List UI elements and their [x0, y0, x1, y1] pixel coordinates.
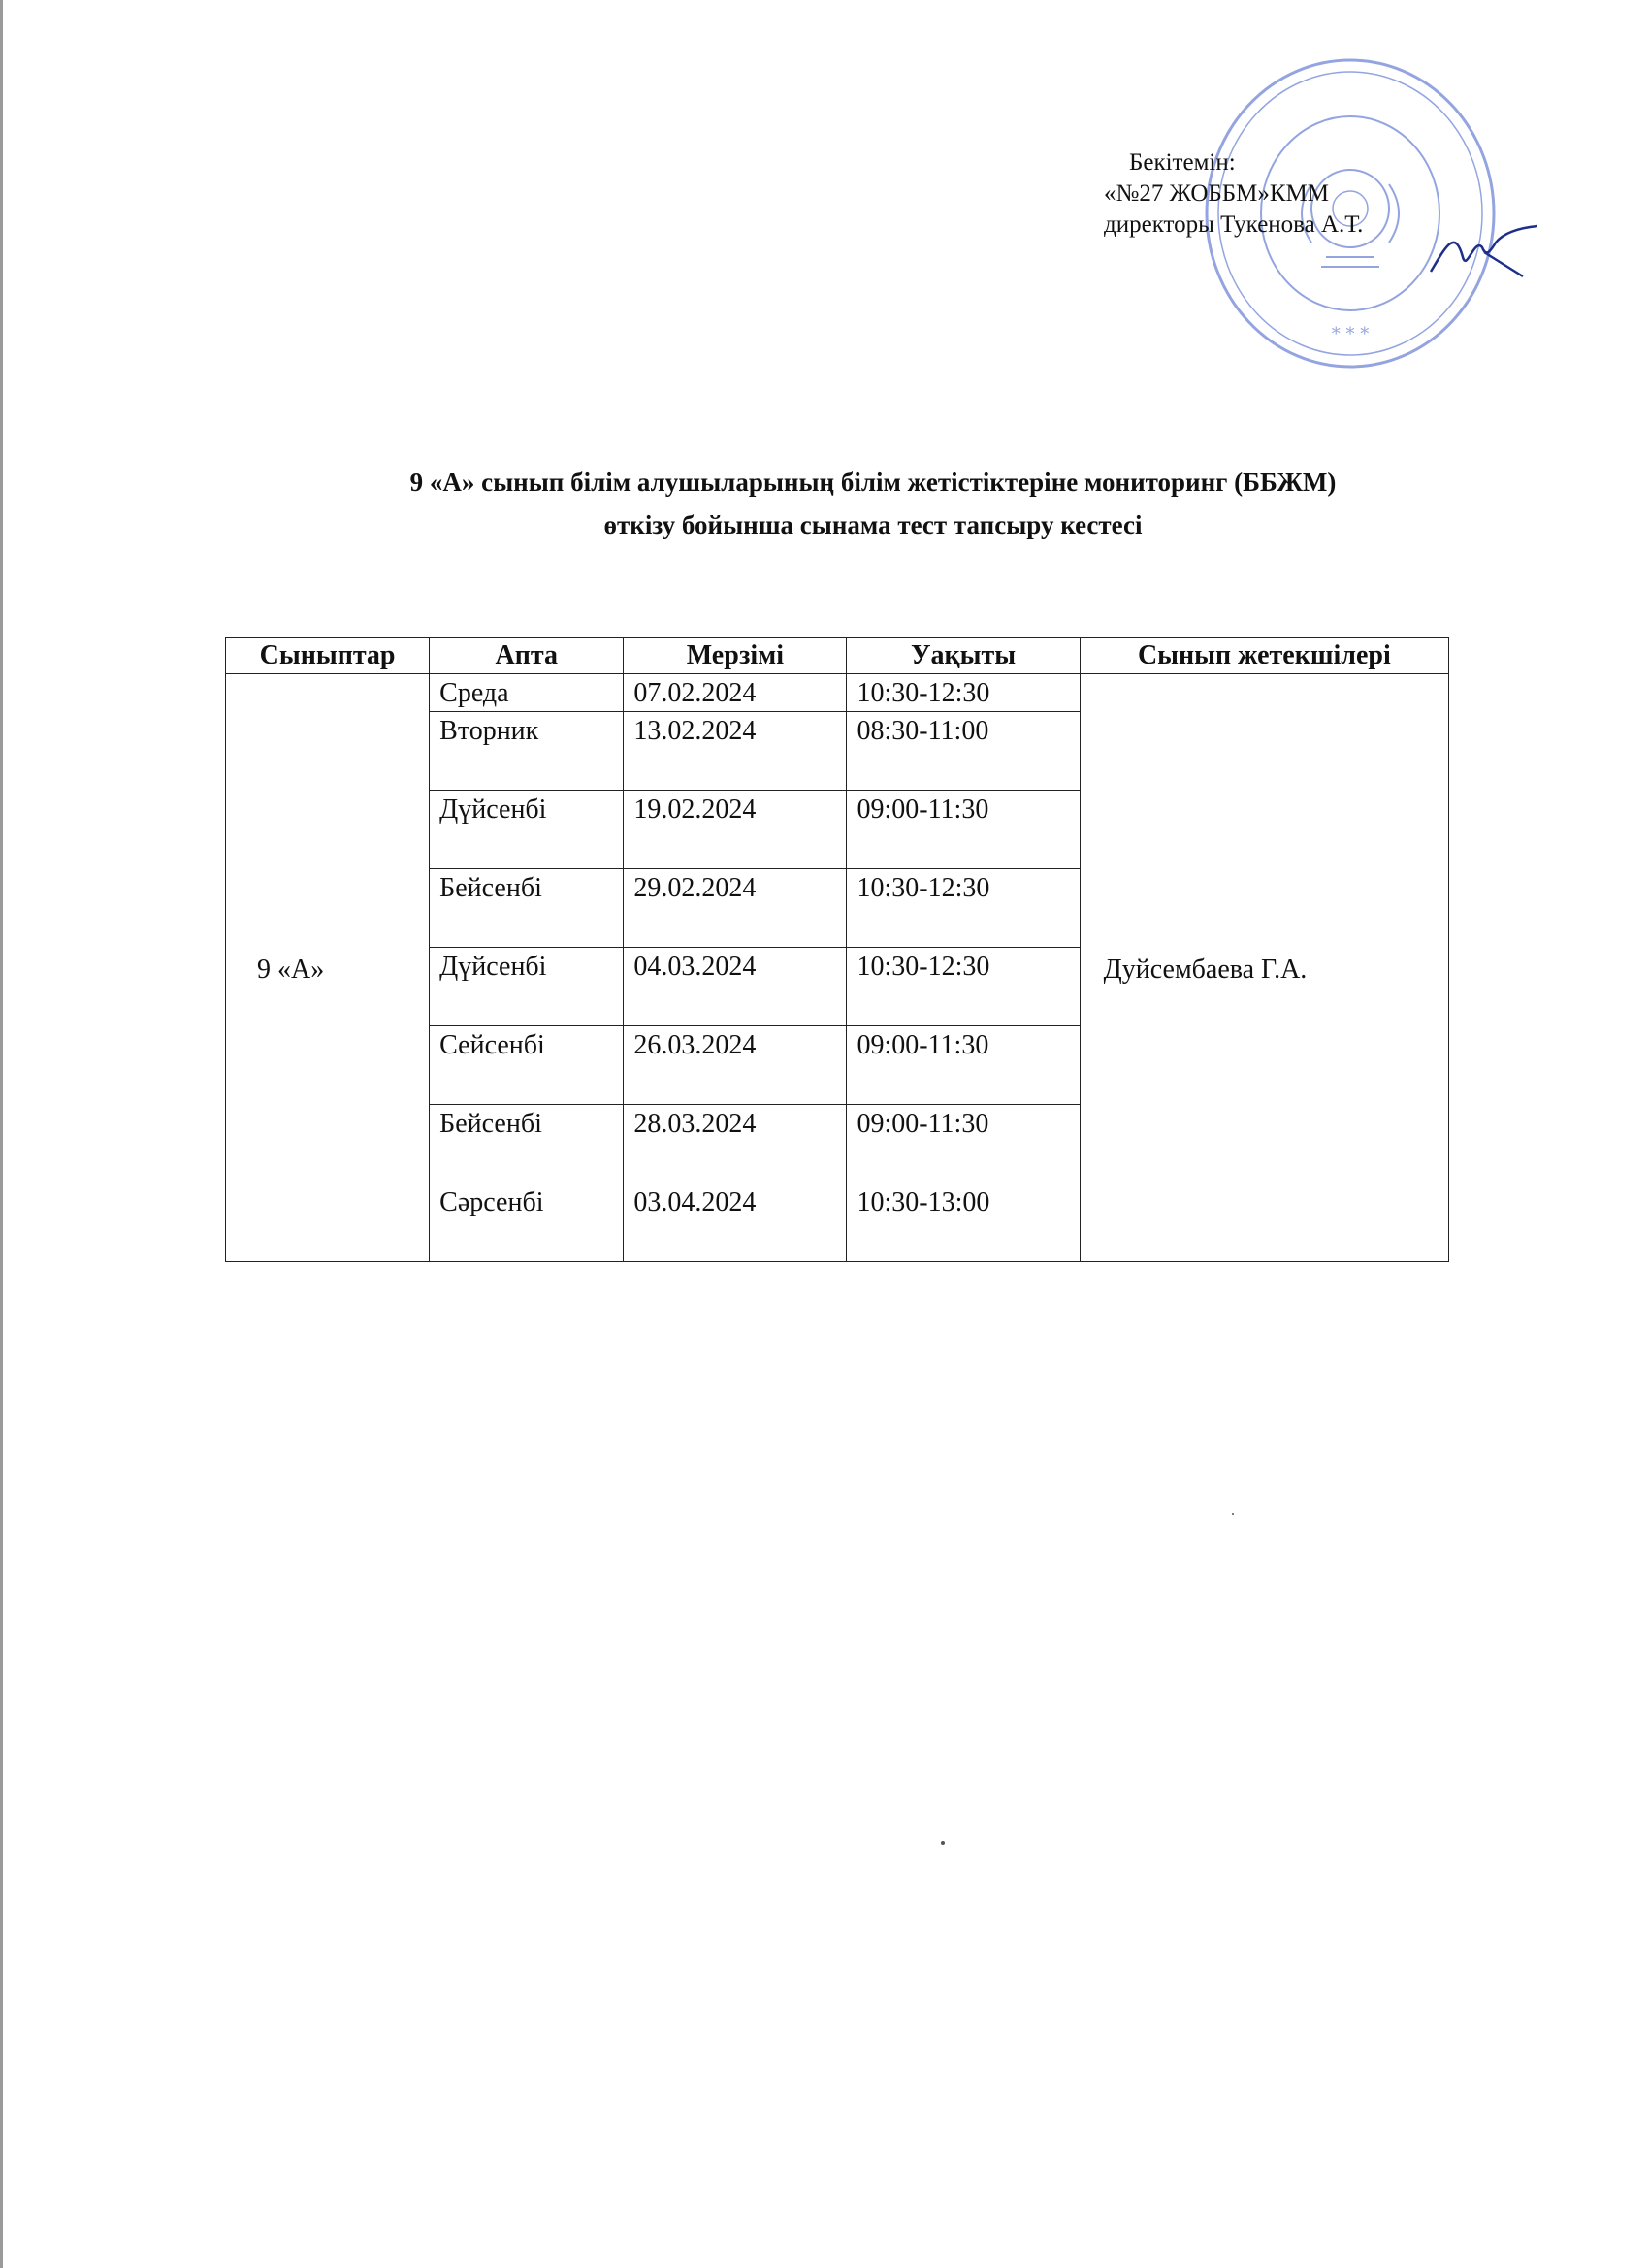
date-cell: 04.03.2024	[624, 948, 847, 1026]
schedule-table	[225, 637, 1449, 1262]
class-cell: 9 «А»	[226, 674, 430, 1262]
date-cell: 03.04.2024	[624, 1183, 847, 1262]
time-cell: 10:30-12:30	[847, 674, 1080, 712]
time-cell: 08:30-11:00	[847, 712, 1080, 791]
table-header-row	[226, 638, 1449, 674]
time-cell: 09:00-11:30	[847, 791, 1080, 869]
teacher-cell: Дуйсембаева Г.А.	[1080, 674, 1448, 1262]
time-cell: 10:30-13:00	[847, 1183, 1080, 1262]
day-cell: Среда	[430, 674, 624, 712]
day-cell: Дүйсенбі	[430, 948, 624, 1026]
title-line-2: өткізу бойынша сынама тест тапсыру кестесі	[603, 510, 1143, 539]
date-cell: 26.03.2024	[624, 1026, 847, 1105]
approval-director: директоры Тукенова А.Т.	[1104, 211, 1364, 238]
header-classes: Сыныптар	[226, 638, 430, 674]
scan-speck	[941, 1841, 945, 1845]
day-cell: Вторник	[430, 712, 624, 791]
date-cell: 28.03.2024	[624, 1105, 847, 1183]
date-cell: 29.02.2024	[624, 869, 847, 948]
date-cell: 13.02.2024	[624, 712, 847, 791]
date-cell: 07.02.2024	[624, 674, 847, 712]
director-signature	[1426, 218, 1542, 286]
title-line-1: 9 «А» сынып білім алушыларының білім жетістіктеріне мониторинг (ББЖМ)	[409, 468, 1337, 497]
scan-edge	[0, 0, 3, 2268]
day-cell: Сейсенбі	[430, 1026, 624, 1105]
document-title	[242, 461, 1504, 546]
approval-organization: «№27 ЖОББМ»КММ	[1104, 180, 1330, 207]
day-cell: Дүйсенбі	[430, 791, 624, 869]
date-cell: 19.02.2024	[624, 791, 847, 869]
header-week: Апта	[430, 638, 624, 674]
header-date: Мерзімі	[624, 638, 847, 674]
svg-text:* * *: * * *	[1331, 324, 1370, 344]
day-cell: Бейсенбі	[430, 869, 624, 948]
header-time: Уақыты	[847, 638, 1080, 674]
day-cell: Сәрсенбі	[430, 1183, 624, 1262]
approval-heading: Бекітемін:	[1129, 149, 1236, 176]
time-cell: 10:30-12:30	[847, 948, 1080, 1026]
time-cell: 10:30-12:30	[847, 869, 1080, 948]
time-cell: 09:00-11:30	[847, 1105, 1080, 1183]
header-class-teachers: Сынып жетекшілері	[1080, 638, 1448, 674]
scan-speck	[1232, 1513, 1234, 1515]
table-row	[226, 674, 1449, 712]
day-cell: Бейсенбі	[430, 1105, 624, 1183]
approval-block	[1104, 147, 1363, 241]
time-cell: 09:00-11:30	[847, 1026, 1080, 1105]
